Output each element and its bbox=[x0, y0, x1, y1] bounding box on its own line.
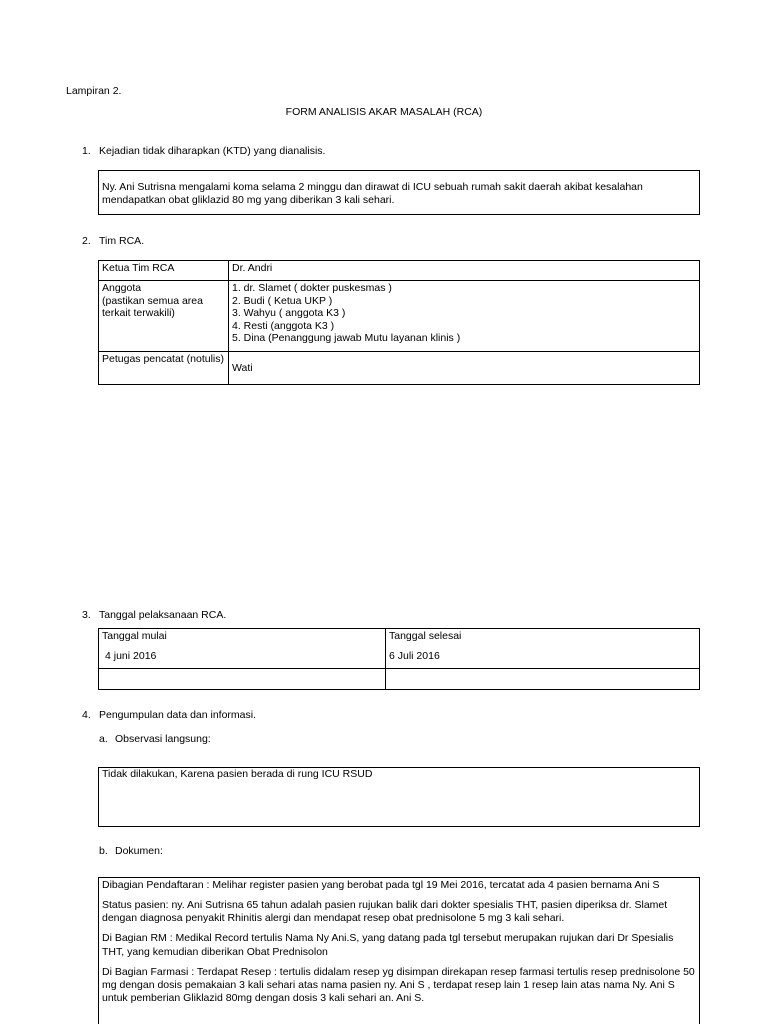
section-1-heading: Kejadian tidak diharapkan (KTD) yang dianalisis. bbox=[99, 145, 326, 157]
start-date-cell bbox=[99, 629, 386, 669]
pencatat-value: Wati bbox=[229, 352, 700, 385]
table-row bbox=[99, 261, 700, 281]
section-4-number: 4. bbox=[82, 709, 91, 721]
pencatat-label: Petugas pencatat (notulis) bbox=[99, 352, 229, 385]
subsection-a-letter: a. bbox=[99, 733, 108, 745]
table-row bbox=[99, 629, 700, 669]
anggota-label: Anggota bbox=[102, 282, 142, 294]
end-date-label: Tanggal selesai bbox=[389, 630, 462, 642]
rca-dates-table bbox=[98, 628, 700, 690]
start-date-value: 4 juni 2016 bbox=[105, 649, 157, 662]
section-2-number: 2. bbox=[82, 235, 91, 247]
section-4-heading: Pengumpulan data dan informasi. bbox=[99, 709, 257, 721]
end-date-cell bbox=[386, 629, 700, 669]
subsection-b-letter: b. bbox=[99, 845, 108, 857]
observation-box bbox=[98, 767, 700, 827]
document-paragraph: Status pasien: ny. Ani Sutrisna 65 tahun adalah pasien rujukan balik dari dokter spesialis THT, pasien diperiksa dr. Slamet dengan diagnosa penyakit Rhinitis alergi dan mendapat resep obat prednisolone 5 mg 3 kali sehari. bbox=[102, 899, 668, 925]
anggota-note: (pastikan semua area terkait terwakili) bbox=[102, 294, 203, 320]
table-row bbox=[99, 352, 700, 385]
list-item: 4. Resti (anggota K3 ) bbox=[232, 319, 335, 332]
section-3-heading: Tanggal pelaksanaan RCA. bbox=[99, 609, 227, 621]
start-date-label: Tanggal mulai bbox=[102, 630, 167, 642]
list-item: 3. Wahyu ( anggota K3 ) bbox=[232, 307, 346, 320]
anggota-list-cell bbox=[229, 281, 700, 352]
ktd-text: Ny. Ani Sutrisna mengalami koma selama 2 minggu dan dirawat di ICU sebuah rumah sakit daerah akibat kesalahan mendapatkan obat gliklazid 80 mg yang diberikan 3 kali sehari. bbox=[102, 181, 643, 207]
ketua-label: Ketua Tim RCA bbox=[99, 261, 229, 281]
section-2-heading: Tim RCA. bbox=[99, 235, 145, 247]
subsection-a-heading: Observasi langsung: bbox=[115, 733, 211, 745]
section-3-number: 3. bbox=[82, 609, 91, 621]
appendix-label: Lampiran 2. bbox=[66, 85, 122, 97]
list-item: 1. dr. Slamet ( dokter puskesmas ) bbox=[232, 282, 392, 294]
rca-team-table bbox=[98, 260, 700, 385]
list-item: 2. Budi ( Ketua UKP ) bbox=[232, 294, 333, 307]
table-row bbox=[99, 669, 700, 690]
document-paragraph: Dibagian Pendaftaran : Melihar register pasien yang berobat pada tgl 19 Mei 2016, tercatat ada 4 pasien bernama Ani S bbox=[102, 879, 660, 891]
ktd-box bbox=[98, 170, 700, 215]
subsection-b-heading: Dokumen: bbox=[115, 845, 163, 857]
observation-text: Tidak dilakukan, Karena pasien berada di rung ICU RSUD bbox=[102, 768, 373, 780]
list-item: 5. Dina (Penanggung jawab Mutu layanan klinis ) bbox=[232, 332, 461, 345]
anggota-label-cell bbox=[99, 281, 229, 352]
table-row bbox=[99, 281, 700, 352]
document-paragraph: Di Bagian Farmasi : Terdapat Resep : tertulis didalam resep yg disimpan direkapan resep farmasi tertulis resep prednisolone 50 mg dengan dosis pemakaian 3 kali sehari atas nama pasien ny. Ani S , terdapat resep lain 1 resep lain atas nama Ny. Ani S untuk pemberian Gliklazid 80mg dengan dosis 3 kali sehari an. Ani S. bbox=[102, 965, 695, 1004]
form-title: FORM ANALISIS AKAR MASALAH (RCA) bbox=[285, 106, 483, 118]
section-1-number: 1. bbox=[82, 145, 91, 157]
document-paragraph: Di Bagian RM : Medikal Record tertulis Nama Ny Ani.S, yang datang pada tgl tersebut merupakan rujukan dari Dr Spesialis THT, yang kemudian diberikan Obat Prednisolon bbox=[102, 932, 674, 958]
documents-box bbox=[98, 877, 700, 1024]
empty-cell bbox=[386, 669, 700, 690]
end-date-value: 6 Juli 2016 bbox=[389, 649, 440, 662]
ketua-value: Dr. Andri bbox=[229, 261, 700, 281]
empty-cell bbox=[99, 669, 386, 690]
